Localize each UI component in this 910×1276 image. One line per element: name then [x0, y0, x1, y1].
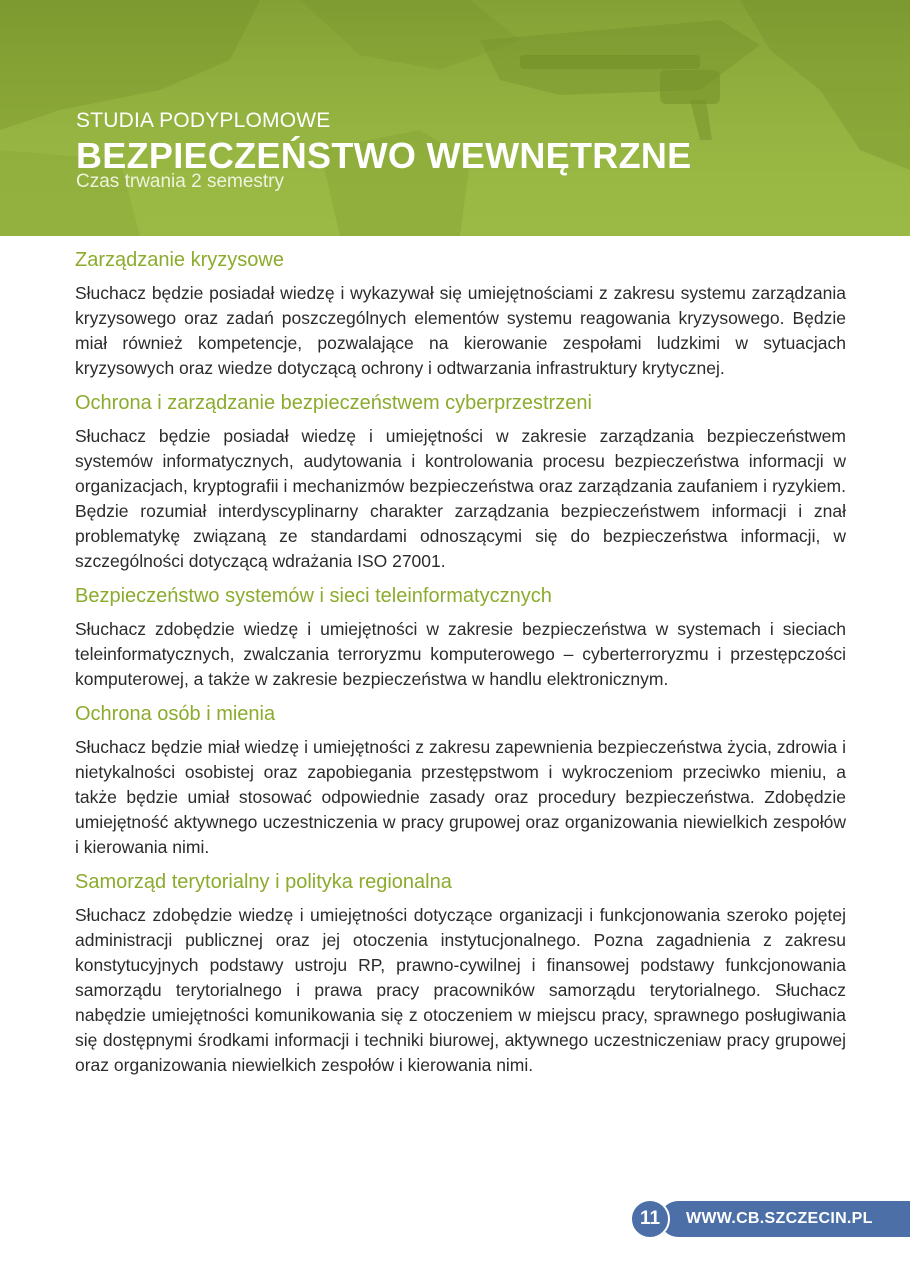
- section-heading: Zarządzanie kryzysowe: [75, 249, 284, 271]
- section-body: Słuchacz będzie posiadał wiedzę i wykazywał się umiejętnościami z zakresu systemu zarządzania kryzysowego oraz zadań poszczególnych elementów systemu reagowania kryzysowego. Będzie miał również kompetencje, pozwalające na kierowanie zespołami ludzkimi w sytuacjach kryzysowych oraz wiedze dotyczącą ochrony i odtwarzania infrastruktury krytycznej.: [75, 283, 846, 378]
- section-body: Słuchacz będzie posiadał wiedzę i umiejętności w zakresie zarządzania bezpieczeństwem systemów informatycznych, audytowania i kontrolowania procesu bezpieczeństwa informacji w organizacjach, kryptografii i mechanizmów bezpieczeństwa oraz zarządzania zaufaniem i ryzykiem. Będzie rozumiał interdyscyplinarny charakter zarządzania bezpieczeństwem informacji i znał problematykę związaną ze standardami odnoszącymi się do bezpieczeństwa informacji, w szczególności dotyczącą wdrażania ISO 27001.: [75, 426, 846, 571]
- page-number-badge: 11: [630, 1199, 670, 1239]
- section-protection-of-persons: [75, 700, 846, 860]
- section-cyberspace-security: [75, 389, 846, 574]
- header-banner: [0, 0, 910, 236]
- section-teleinformatic-security: [75, 582, 846, 692]
- section-body: Słuchacz zdobędzie wiedzę i umiejętności w zakresie bezpieczeństwa w systemach i sieciach teleinformatycznych, zwalczania terroryzmu komputerowego – cyberterroryzmu i przestępczości komputerowej, a także w zakresie bezpieczeństwa w handlu elektronicznym.: [75, 619, 846, 689]
- main-content: [75, 246, 846, 1086]
- page-title: BEZPIECZEŃSTWO WEWNĘTRZNE: [76, 135, 692, 176]
- section-heading: Ochrona osób i mienia: [75, 703, 276, 725]
- section-heading: Samorząd terytorialny i polityka regionalna: [75, 871, 452, 893]
- header-text-block: [76, 108, 691, 192]
- section-heading: Ochrona i zarządzanie bezpieczeństwem cyberprzestrzeni: [75, 392, 592, 414]
- section-body: Słuchacz będzie miał wiedzę i umiejętności z zakresu zapewnienia bezpieczeństwa życia, zdrowia i nietykalności osobistej oraz zapobiegania przestępstwom i wykroczeniom przeciwko mieniu, a także będzie umiał stosować odpowiednie zasady oraz procedury bezpieczeństwa. Zdobędzie umiejętność aktywnego uczestniczenia w pracy grupowej oraz organizowania niewielkich zespołów i kierowania nimi.: [75, 737, 846, 857]
- section-body: Słuchacz zdobędzie wiedzę i umiejętności dotyczące organizacji i funkcjonowania szeroko pojętej administracji publicznej oraz jej otoczenia instytucjonalnego. Pozna zagadnienia z zakresu konstytucyjnych podstawy ustroju RP, prawno-cywilnej i finansowej podstawy funkcjonowania samorządu terytorialnego i prawa pracy pracowników samorządu terytorialnego. Słuchacz nabędzie umiejętności komunikowania się z otoczeniem w miejscu pracy, sprawnego posługiwania się dostępnymi środkami informacji i techniki biurowej, aktywnego uczestniczeniaw pracy grupowej oraz organizowania niewielkich zespołów i kierowania nimi.: [75, 905, 846, 1075]
- header-duration: Czas trwania 2 semestry: [76, 171, 285, 192]
- website-url[interactable]: WWW.CB.SZCZECIN.PL: [660, 1201, 910, 1237]
- section-heading: Bezpieczeństwo systemów i sieci teleinformatycznych: [75, 585, 552, 607]
- page-footer: [630, 1199, 910, 1239]
- section-crisis-management: [75, 246, 846, 381]
- section-local-government: [75, 868, 846, 1078]
- header-kicker: STUDIA PODYPLOMOWE: [76, 109, 331, 132]
